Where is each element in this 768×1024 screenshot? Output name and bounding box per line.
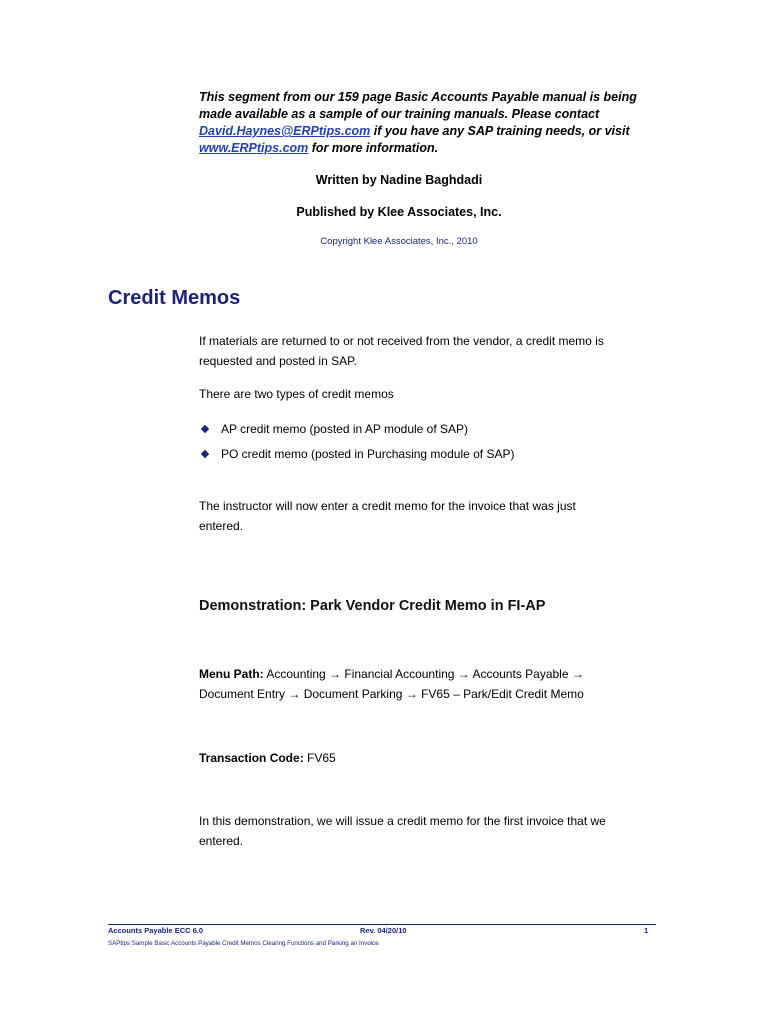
section-para1-line1: If materials are returned to or not received from the vendor, a credit memo is: [199, 334, 604, 348]
section-para1-line2: requested and posted in SAP.: [199, 354, 357, 368]
author-line: Written by Nadine Baghdadi: [315, 173, 483, 187]
diamond-bullet-icon: [201, 425, 209, 433]
transaction-code-label: Transaction Code:: [199, 751, 304, 765]
intro-line-3-text: if you have any SAP training needs, or visit: [370, 124, 630, 138]
footer-left: Accounts Payable ECC 6.0: [108, 926, 204, 935]
menu-path-label: Menu Path:: [199, 667, 264, 681]
email-link[interactable]: David.Haynes@ERPtips.com: [199, 124, 371, 138]
section-paragraph-2: There are two types of credit memos: [199, 387, 394, 401]
page-number: 1: [644, 926, 649, 935]
intro-line-3: [199, 123, 639, 140]
copyright-line: Copyright Klee Associates, Inc., 2010: [320, 236, 478, 247]
menu-path-line2: Document Entry → Document Parking → FV65 – Park/Edit Credit Memo: [199, 687, 584, 701]
footer-divider: [108, 924, 656, 925]
bullet-text: AP credit memo (posted in AP module of SAP): [221, 422, 469, 436]
menu-path-value-1: Accounting → Financial Accounting → Accounts Payable →: [263, 667, 584, 681]
section-para3-line1: The instructor will now enter a credit memo for the invoice that was just: [199, 499, 576, 513]
menu-path-line1: [199, 664, 639, 684]
intro-line-4-text: for more information.: [308, 141, 439, 155]
bullet-item: [201, 446, 514, 462]
footer-subtitle: SAPtips Sample Basic Accounts Payable Credit Memos Clearing Functions and Parking an Invoice: [108, 940, 379, 947]
intro-line-4: [199, 140, 639, 157]
intro-paragraph: [199, 89, 639, 157]
diamond-bullet-icon: [201, 450, 209, 458]
website-link[interactable]: www.ERPtips.com: [199, 141, 309, 155]
demo-para-line1: In this demonstration, we will issue a credit memo for the first invoice that we: [199, 814, 606, 828]
section-paragraph-3: [199, 496, 639, 536]
bullet-item: [201, 421, 468, 437]
transaction-code-value: FV65: [303, 751, 336, 765]
intro-line-1: This segment from our 159 page Basic Accounts Payable manual is being: [199, 90, 637, 104]
demo-para-line2: entered.: [199, 834, 244, 848]
transaction-code: [199, 748, 639, 768]
publisher-line: Published by Klee Associates, Inc.: [296, 205, 502, 219]
section-paragraph-1: [199, 331, 639, 371]
demo-paragraph: [199, 811, 639, 851]
section-para3-line2: entered.: [199, 519, 244, 533]
footer-revision: Rev. 04/20/10: [360, 926, 407, 935]
section-title: Credit Memos: [108, 287, 241, 309]
bullet-text: PO credit memo (posted in Purchasing module of SAP): [221, 447, 515, 461]
menu-path: [199, 664, 639, 704]
demo-title: Demonstration: Park Vendor Credit Memo in FI-AP: [199, 598, 546, 614]
intro-line-2: made available as a sample of our training manuals. Please contact: [199, 107, 600, 121]
